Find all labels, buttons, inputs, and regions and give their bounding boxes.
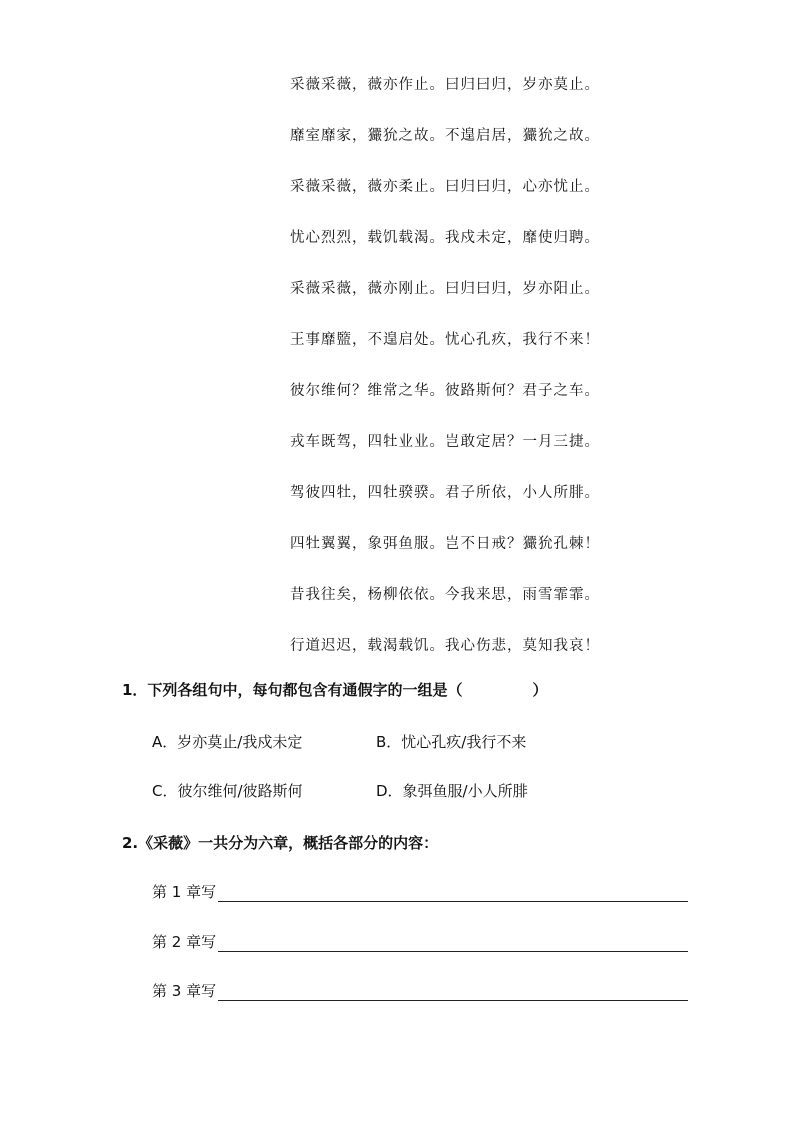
chapter-2-answer-line[interactable] [218, 933, 688, 952]
poem-text [290, 72, 600, 684]
poem-line: 王事靡盬，不遑启处。忧心孔疚，我行不来！ [290, 332, 600, 348]
question-1-text: 1．下列各组句中，每句都包含有通假字的一组是（ [122, 681, 463, 699]
option-d[interactable]: D．象弭鱼服/小人所腓 [376, 782, 528, 800]
chapter-2-answer-row [152, 930, 688, 952]
poem-line: 采薇采薇，薇亦作止。曰归曰归，岁亦莫止。 [290, 77, 600, 93]
chapter-3-label: 第 3 章写 [152, 982, 217, 1000]
chapter-1-answer-line[interactable] [218, 883, 688, 902]
question-2-stem: 2.《采薇》一共分为六章，概括各部分的内容： [122, 834, 439, 852]
chapter-1-label: 第 1 章写 [152, 883, 217, 901]
poem-line: 戎车既驾，四牡业业。岂敢定居？一月三捷。 [290, 434, 600, 450]
poem-line: 四牡翼翼，象弭鱼服。岂不日戒？玁狁孔棘！ [290, 536, 600, 552]
poem-line: 靡室靡家，玁狁之故。不遑启居，玁狁之故。 [290, 128, 600, 144]
poem-line: 采薇采薇，薇亦柔止。曰归曰归，心亦忧止。 [290, 179, 600, 195]
question-1-close: ） [532, 681, 548, 699]
option-c[interactable]: C．彼尔维何/彼路斯何 [152, 782, 303, 800]
option-b[interactable]: B．忧心孔疚/我行不来 [376, 733, 527, 751]
option-a[interactable]: A．岁亦莫止/我戍未定 [152, 733, 303, 751]
chapter-1-answer-row [152, 880, 688, 902]
chapter-3-answer-row [152, 979, 688, 1001]
poem-line: 昔我往矣，杨柳依依。今我来思，雨雪霏霏。 [290, 587, 600, 603]
poem-line: 行道迟迟，载渴载饥。我心伤悲，莫知我哀！ [290, 638, 600, 654]
poem-line: 采薇采薇，薇亦刚止。曰归曰归，岁亦阳止。 [290, 281, 600, 297]
poem-line: 彼尔维何？维常之华。彼路斯何？君子之车。 [290, 383, 600, 399]
poem-line: 驾彼四牡，四牡骙骙。君子所依，小人所腓。 [290, 485, 600, 501]
chapter-2-label: 第 2 章写 [152, 933, 217, 951]
chapter-3-answer-line[interactable] [218, 982, 688, 1001]
poem-line: 忧心烈烈，载饥载渴。我戍未定，靡使归聘。 [290, 230, 600, 246]
question-1-stem [122, 679, 547, 700]
